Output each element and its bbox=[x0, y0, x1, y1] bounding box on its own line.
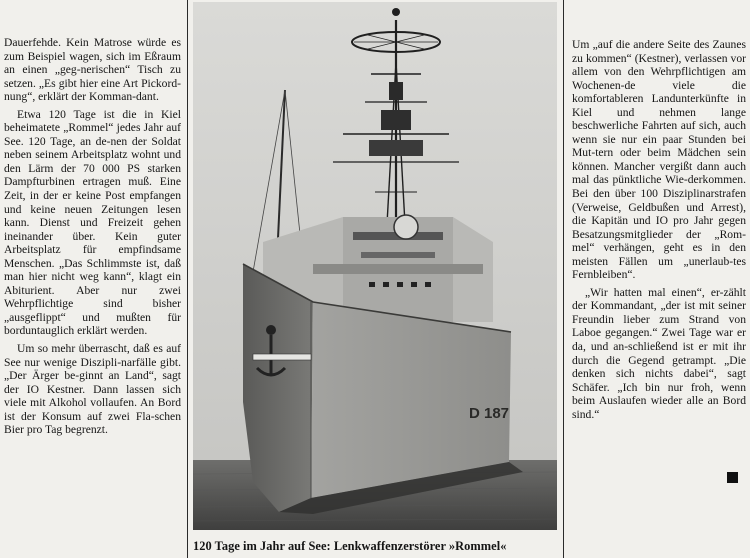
article-end-mark-icon bbox=[727, 472, 738, 483]
right-text-column bbox=[572, 38, 746, 421]
column-divider-left bbox=[187, 0, 188, 558]
ship-illustration bbox=[193, 2, 557, 530]
right-paragraph-2: „Wir hatten mal einen“, er-zählt der Kommandant, „der ist mit seiner Freundin lieber zum Strand von Laboe gegangen.“ Zwei Tage war er da, und an-schließend ist er mit ihr durch die Gegend getrampt. „Die denken sich nichts dabei“, sagt Schäfer. „Ich bin nur froh, wenn beim Auslaufen wieder alle an Bord sind.“ bbox=[572, 285, 746, 421]
photo-caption: 120 Tage im Jahr auf See: Lenkwaffenzerstörer »Rommel« bbox=[193, 539, 507, 553]
left-paragraph-1: Dauerfehde. Kein Matrose würde es zum Beispiel wagen, sich im Eßraum an einen „geg-nerischen“ Tisch zu setzen. „Es gibt hier eine Art Pickord-nung“, erklärt der Komman-dant. bbox=[4, 36, 181, 104]
column-divider-right bbox=[563, 0, 564, 558]
left-paragraph-3: Um so mehr überrascht, daß es auf See nur wenige Diszipli-narfälle gibt. „Der Ärger be-ginnt an Land“, sagt der IO Kestner. Dann lassen sich viele mit Alkohol vollaufen. An Bord ist der Konsum auf zwei Fla-schen Bier pro Tag begrenzt. bbox=[4, 342, 181, 437]
left-text-column bbox=[4, 36, 181, 437]
hull-number-label: D 187 bbox=[469, 405, 510, 422]
right-paragraph-1: Um „auf die andere Seite des Zaunes zu kommen“ (Kestner), verlassen vor allem von den Wehrpflichtigen am Wochenen-de viele die komfortableren Landunterkünfte in Kiel und nehmen lange beschwerliche Fahrten auf sich, auch wenn sie nur ein paar Stunden bei Mut-tern oder beim Mädchen sein können. Mancher vergißt dann auch mal das pünktliche Wie-derkommen. Bei den über 100 Disziplinarstrafen (Verweise, Geldbußen und Arrest), die Kapitän und IO pro Jahr gegen Besatzungsmitglieder der „Rom-mel“ verhängen, geht es in den meisten Fällen um „unerlaub-tes Fernbleiben“. bbox=[572, 38, 746, 282]
left-paragraph-2: Etwa 120 Tage ist die in Kiel beheimatete „Rommel“ jedes Jahr auf See. 120 Tage, an de-nen der Soldat neben seinem Arbeitsplatz wohnt und den Lärm der 70 000 PS starken Dampfturbinen ertragen muß. Eine Zeit, in der er keine Post empfangen und keine neuen Zeitungen lesen kann. Dienst und Freizeit gehen ineinander über. Kein guter Arbeitsplatz für empfindsame Menschen. „Das Schlimmste ist, daß man hier nicht weg kann“, klagt ein Abiturient. Aber nur zwei Wehrpflichtige sind bisher „ausgeflippt“ und mußten für borduntauglich erklärt werden. bbox=[4, 107, 181, 338]
destroyer-photo bbox=[193, 2, 557, 530]
